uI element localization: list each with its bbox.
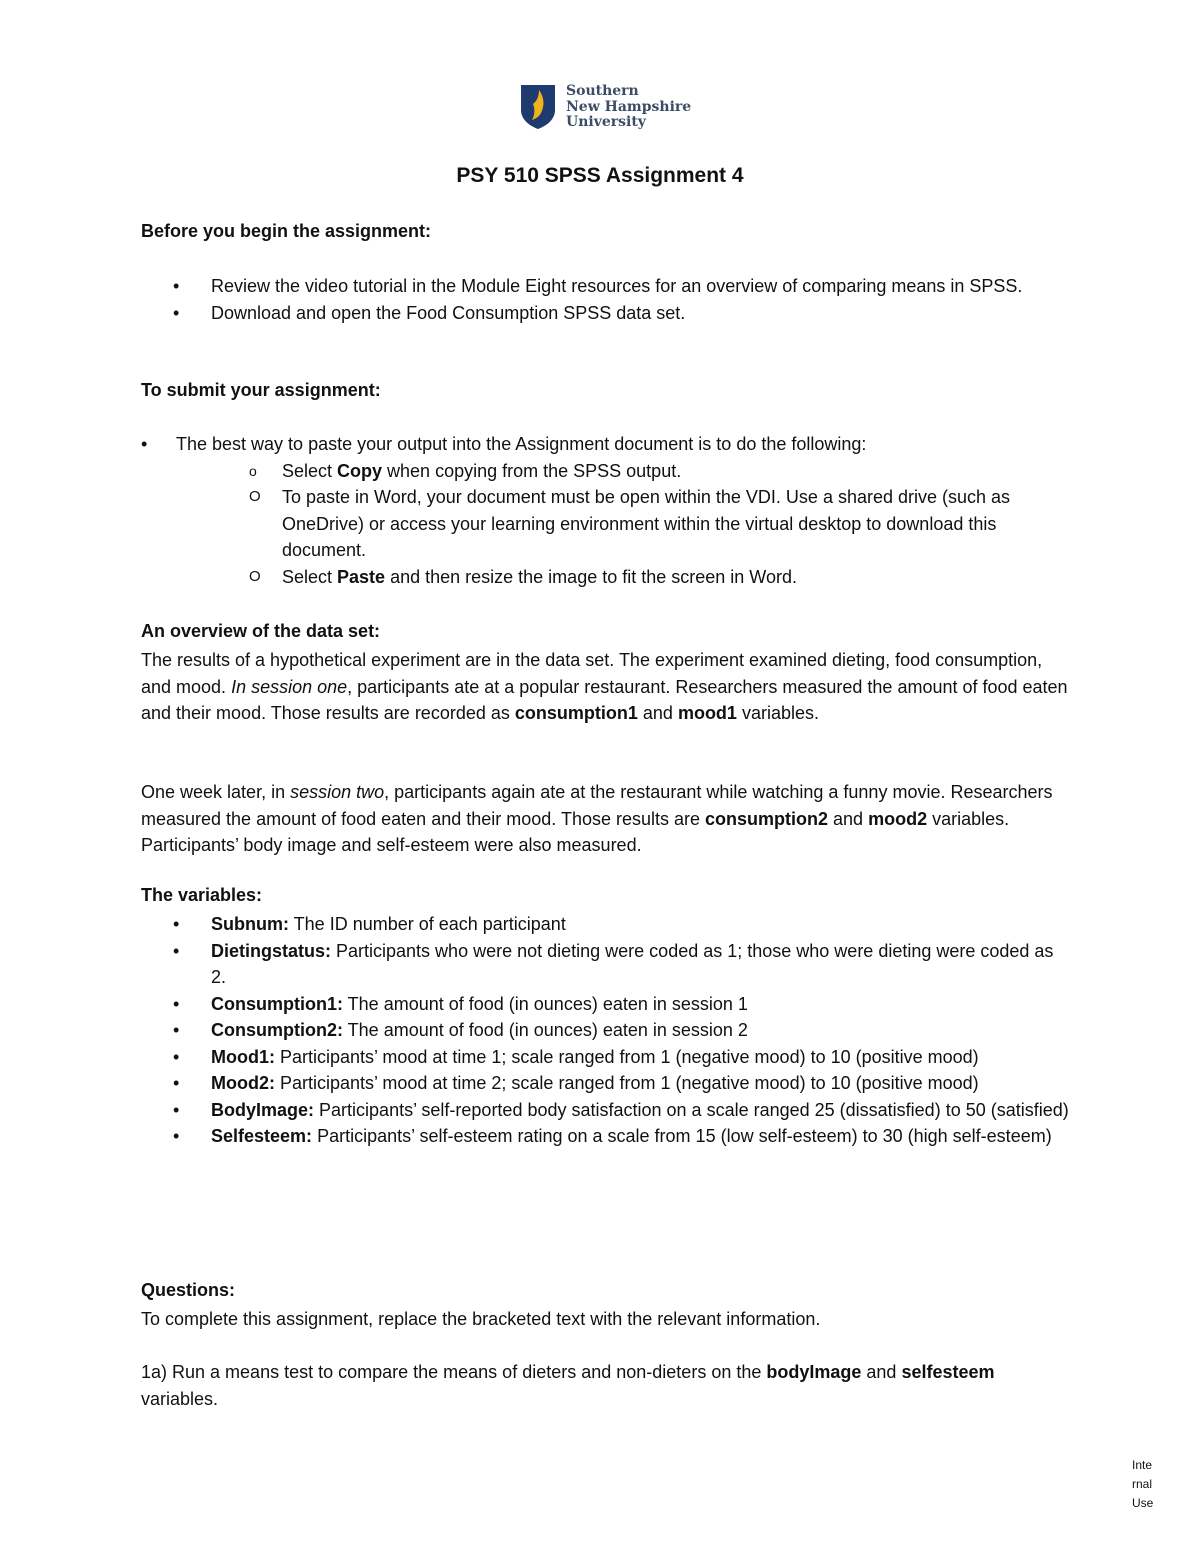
- sub-item-3-text-a: Select: [282, 566, 338, 587]
- sub-item-1-text-c: when copying from the SPSS output.: [382, 460, 682, 481]
- variable-desc: Participants’ mood at time 2; scale ranged from 1 (negative mood) to 10 (positive mood): [274, 1073, 979, 1093]
- overview-p2-f: mood2: [868, 808, 928, 829]
- snhu-shield-icon: [520, 84, 556, 130]
- list-item: [141, 1097, 1071, 1124]
- overview-heading: An overview of the data set:: [141, 621, 381, 641]
- variable-desc: The amount of food (in ounces) eaten in session 1: [343, 993, 748, 1014]
- variable-desc: The ID number of each participant: [289, 914, 566, 934]
- variable-desc: Participants’ mood at time 1; scale ranged from 1 (negative mood) to 10 (positive mood): [274, 1046, 979, 1067]
- copy-term: Copy: [337, 460, 383, 481]
- logo-line-3: University: [566, 114, 646, 130]
- q1-text-c: and: [861, 1362, 902, 1382]
- q1-text-e: variables.: [141, 1388, 219, 1409]
- variables-heading: The variables:: [141, 885, 263, 905]
- overview-p1-d: consumption1: [514, 703, 638, 723]
- overview-p2-a: One week later, in: [141, 782, 291, 802]
- variable-name: Dietingstatus:: [211, 940, 332, 961]
- list-item: [141, 1123, 1071, 1150]
- overview-p1-e: and: [637, 703, 678, 723]
- overview-p2-g: variables. Participants’ body image and self-esteem were also measured.: [141, 808, 1010, 855]
- variable-desc: The amount of food (in ounces) eaten in session 2: [343, 1020, 748, 1040]
- list-item: [141, 431, 1071, 458]
- logo-line-1: Southern: [566, 83, 639, 99]
- list-item: [141, 458, 1071, 485]
- list-item: [141, 1017, 1071, 1044]
- overview-paragraph-2: [141, 779, 1071, 859]
- variable-name: Subnum:: [211, 914, 289, 934]
- sub-item-1-text-a: Select: [282, 460, 338, 481]
- snhu-logo: [520, 84, 691, 132]
- overview-p1-f: mood1: [677, 703, 737, 723]
- questions-heading: Questions:: [141, 1280, 236, 1300]
- variable-name: Consumption2:: [211, 1020, 343, 1040]
- q1-text-d: selfesteem: [901, 1362, 995, 1382]
- list-item: [141, 300, 1071, 327]
- paste-term: Paste: [337, 566, 386, 587]
- list-item: [141, 911, 1071, 938]
- submit-item-text: The best way to paste your output into the Assignment document is to do the following:: [176, 434, 867, 454]
- variables-list: [141, 911, 1071, 1150]
- question-1a: [141, 1359, 1071, 1412]
- before-item-2-text: Download and open the Food Consumption SPSS data set.: [211, 302, 686, 323]
- before-heading: Before you begin the assignment:: [141, 221, 432, 241]
- submit-list: [141, 431, 1071, 590]
- overview-paragraph-1: [141, 647, 1071, 727]
- footer-line-3: Use: [1132, 1496, 1154, 1510]
- q1-text-a: 1a) Run a means test to compare the means of dieters and non-dieters on the: [141, 1362, 767, 1382]
- variable-name: Consumption1:: [211, 993, 343, 1014]
- overview-p1-b: In session one: [231, 676, 348, 697]
- logo-wordmark: [566, 84, 691, 131]
- before-list: [141, 273, 1071, 326]
- list-item: [141, 991, 1071, 1018]
- sub-item-3-text-c: and then resize the image to fit the screen in Word.: [385, 566, 797, 587]
- logo-line-2: New Hampshire: [566, 98, 692, 115]
- footer-line-1: Inte: [1132, 1458, 1153, 1472]
- variable-name: Mood1:: [211, 1046, 275, 1067]
- list-item: [141, 1070, 1071, 1097]
- submit-heading: To submit your assignment:: [141, 380, 381, 400]
- overview-p1-g: variables.: [736, 703, 819, 723]
- before-item-1-text: Review the video tutorial in the Module Eight resources for an overview of comparing means in SPSS.: [211, 276, 1023, 296]
- variable-desc: Participants who were not dieting were coded as 1; those who were dieting were coded as 2.: [211, 940, 1054, 987]
- overview-p2-e: and: [828, 808, 869, 829]
- overview-p1-c: , participants ate at a popular restaurant. Researchers measured the amount of food eaten and their mood. Those results are recorded as: [141, 676, 1068, 723]
- list-item: [141, 564, 1071, 591]
- overview-p2-b: session two: [290, 782, 385, 802]
- overview-p2-d: consumption2: [705, 808, 829, 829]
- variable-desc: Participants’ self-reported body satisfaction on a scale ranged 25 (dissatisfied) to 50 (satisfied): [314, 1099, 1069, 1120]
- overview-p2-c: , participants again ate at the restaurant while watching a funny movie. Researchers measured the amount of food eaten and their mood. Those results are: [141, 782, 1053, 829]
- q1-text-b: bodyImage: [766, 1362, 862, 1382]
- internal-use-label: [1132, 1456, 1153, 1513]
- variable-name: Mood2:: [211, 1073, 275, 1093]
- sub-item-2-text: To paste in Word, your document must be open within the VDI. Use a shared drive (such as OneDrive) or access your learning environment within the virtual desktop to download this document.: [282, 487, 1011, 560]
- variable-desc: Participants’ self-esteem rating on a scale from 15 (low self-esteem) to 30 (high self-esteem): [312, 1126, 1052, 1146]
- page-title: PSY 510 SPSS Assignment 4: [456, 164, 744, 187]
- variable-name: Selfesteem:: [211, 1126, 313, 1146]
- list-item: [141, 1044, 1071, 1071]
- variable-name: BodyImage:: [211, 1099, 315, 1120]
- overview-p1-a: The results of a hypothetical experiment are in the data set. The experiment examined dieting, food consumption, and mood.: [141, 650, 1043, 697]
- list-item: [141, 273, 1071, 300]
- list-item: [141, 484, 1071, 564]
- questions-intro: To complete this assignment, replace the bracketed text with the relevant information.: [141, 1309, 821, 1329]
- footer-line-2: rnal: [1132, 1477, 1153, 1491]
- list-item: [141, 938, 1071, 991]
